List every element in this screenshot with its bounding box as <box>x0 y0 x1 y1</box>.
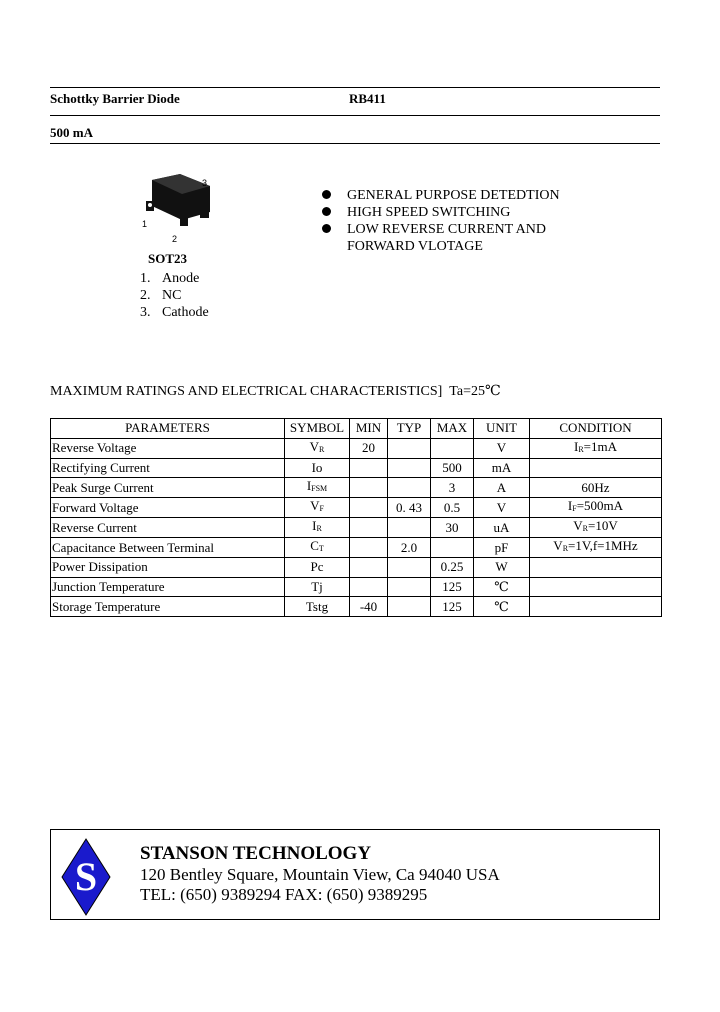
table-row <box>51 558 662 578</box>
symbol-main: Tstg <box>305 598 329 614</box>
table-row <box>51 438 662 458</box>
max-cell: 500 <box>431 458 474 478</box>
header-bottom-rule <box>50 143 660 144</box>
header-middle-rule <box>50 115 660 116</box>
pin-number: 3. <box>140 305 151 320</box>
condition-cell <box>530 458 662 478</box>
condition-subscript: R <box>562 544 569 554</box>
ratings-condition-note: Ta=25 <box>449 384 485 399</box>
feature-text: HIGH SPEED SWITCHING <box>347 205 511 220</box>
max-cell: 30 <box>431 518 474 538</box>
condition-cell <box>530 558 662 578</box>
ratings-table <box>50 418 662 617</box>
condition-cell <box>530 577 662 597</box>
typ-cell <box>388 458 431 478</box>
feature-text: LOW REVERSE CURRENT AND <box>347 222 546 237</box>
parameter-cell: Reverse Current <box>51 518 285 538</box>
company-box <box>50 829 660 920</box>
min-cell <box>350 498 388 518</box>
condition-subscript: R <box>578 444 584 454</box>
symbol-cell <box>285 498 350 518</box>
feature-text: FORWARD VLOTAGE <box>347 239 483 254</box>
min-cell <box>350 518 388 538</box>
pin-number: 1. <box>140 271 151 286</box>
ratings-title-bracket: ] <box>437 384 450 399</box>
column-header: CONDITION <box>530 419 662 439</box>
min-cell <box>350 458 388 478</box>
condition-cell <box>530 478 662 498</box>
parameter-cell: Storage Temperature <box>51 597 285 617</box>
company-address: 120 Bentley Square, Mountain View, Ca 94040 USA <box>140 865 500 884</box>
pin-item-3 <box>140 304 209 321</box>
bullet-icon <box>322 207 331 216</box>
part-number: RB411 <box>349 91 386 106</box>
parameter-cell: Capacitance Between Terminal <box>51 538 285 558</box>
max-cell <box>431 438 474 458</box>
column-header: MAX <box>431 419 474 439</box>
condition-rest: =1mA <box>583 438 618 454</box>
unit-cell: W <box>474 558 530 578</box>
symbol-cell <box>285 478 350 498</box>
table-row <box>51 597 662 617</box>
condition-cell <box>530 538 662 558</box>
parameter-cell: Peak Surge Current <box>51 478 285 498</box>
symbol-cell <box>285 558 350 578</box>
ratings-title-text: MAXIMUM RATINGS AND ELECTRICAL CHARACTERISTICS <box>50 384 438 399</box>
parameter-cell: Rectifying Current <box>51 458 285 478</box>
condition-subscript: F <box>572 504 577 514</box>
unit-cell: pF <box>474 538 530 558</box>
pin-item-1 <box>140 270 199 287</box>
logo-letter: S <box>74 854 98 899</box>
unit-cell: mA <box>474 458 530 478</box>
table-row <box>51 577 662 597</box>
condition-main: 60Hz <box>581 479 610 495</box>
symbol-subscript: R <box>319 444 325 454</box>
max-cell: 125 <box>431 577 474 597</box>
typ-cell <box>388 438 431 458</box>
table-header-row <box>51 419 662 439</box>
package-name: SOT23 <box>148 251 188 266</box>
symbol-main: V <box>310 498 320 514</box>
celsius-icon: ℃ <box>484 384 501 399</box>
company-name: STANSON TECHNOLOGY <box>140 843 372 864</box>
symbol-cell <box>285 597 350 617</box>
product-type: Schottky Barrier Diode <box>50 91 180 106</box>
bullet-icon <box>322 190 331 199</box>
symbol-subscript: R <box>316 524 322 534</box>
max-cell: 0.25 <box>431 558 474 578</box>
unit-cell: uA <box>474 518 530 538</box>
parameter-cell: Forward Voltage <box>51 498 285 518</box>
typ-cell <box>388 558 431 578</box>
symbol-cell <box>285 577 350 597</box>
min-cell: 20 <box>350 438 388 458</box>
pin-name: Anode <box>162 271 200 286</box>
max-cell: 3 <box>431 478 474 498</box>
condition-cell <box>530 498 662 518</box>
max-cell <box>431 538 474 558</box>
condition-rest: =10V <box>588 518 618 534</box>
min-cell: -40 <box>350 597 388 617</box>
parameter-cell: Junction Temperature <box>51 577 285 597</box>
condition-rest: =500mA <box>576 498 624 514</box>
typ-cell: 2.0 <box>388 538 431 558</box>
parameter-cell: Power Dissipation <box>51 558 285 578</box>
table-row <box>51 458 662 478</box>
symbol-main: I <box>306 478 312 494</box>
bullet-icon <box>322 224 331 233</box>
unit-cell: A <box>474 478 530 498</box>
condition-main: V <box>553 538 563 554</box>
symbol-cell <box>285 538 350 558</box>
symbol-cell <box>285 518 350 538</box>
symbol-main: I <box>312 518 317 534</box>
min-cell <box>350 478 388 498</box>
symbol-subscript: F <box>319 504 324 514</box>
typ-cell <box>388 577 431 597</box>
table-row <box>51 498 662 518</box>
table-row <box>51 518 662 538</box>
feature-text: GENERAL PURPOSE DETEDTION <box>347 188 560 203</box>
pin-name: Cathode <box>162 305 209 320</box>
symbol-subscript: T <box>318 544 324 554</box>
unit-cell: V <box>474 438 530 458</box>
pin-item-2 <box>140 287 181 304</box>
typ-cell <box>388 518 431 538</box>
column-header: UNIT <box>474 419 530 439</box>
condition-subscript: R <box>582 524 588 534</box>
column-header: SYMBOL <box>285 419 350 439</box>
condition-main: I <box>567 498 573 514</box>
ratings-title <box>50 383 501 400</box>
condition-main: I <box>573 438 579 454</box>
pin-number: 2. <box>140 288 151 303</box>
min-cell <box>350 538 388 558</box>
typ-cell: 0. 43 <box>388 498 431 518</box>
symbol-cell <box>285 458 350 478</box>
min-cell <box>350 577 388 597</box>
pin-3-label: 3 <box>202 178 208 188</box>
condition-rest: =1V,f=1MHz <box>568 538 638 554</box>
pin-name: NC <box>162 288 182 303</box>
symbol-main: Io <box>311 459 323 475</box>
typ-cell <box>388 597 431 617</box>
column-header: PARAMETERS <box>51 419 285 439</box>
company-phone-fax: TEL: (650) 9389294 FAX: (650) 9389295 <box>140 885 428 904</box>
sot23-package-icon <box>138 172 228 246</box>
parameter-cell: Reverse Voltage <box>51 438 285 458</box>
condition-cell <box>530 518 662 538</box>
table-row <box>51 538 662 558</box>
condition-cell <box>530 438 662 458</box>
symbol-subscript: FSM <box>311 484 328 494</box>
condition-cell <box>530 597 662 617</box>
symbol-cell <box>285 438 350 458</box>
symbol-main: Tj <box>311 579 323 595</box>
unit-cell: ℃ <box>474 577 530 597</box>
symbol-main: C <box>310 538 319 554</box>
column-header: TYP <box>388 419 431 439</box>
symbol-main: V <box>309 438 320 454</box>
stanson-logo-icon <box>61 838 111 916</box>
condition-main: V <box>573 518 583 534</box>
pin-1-label: 1 <box>142 219 148 229</box>
min-cell <box>350 558 388 578</box>
unit-cell: V <box>474 498 530 518</box>
max-cell: 0.5 <box>431 498 474 518</box>
unit-cell: ℃ <box>474 597 530 617</box>
column-header: MIN <box>350 419 388 439</box>
max-cell: 125 <box>431 597 474 617</box>
header-top-rule <box>50 87 660 88</box>
pin-2-label: 2 <box>172 234 178 244</box>
typ-cell <box>388 478 431 498</box>
current-rating: 500 mA <box>50 125 93 140</box>
symbol-main: Pc <box>310 559 324 575</box>
table-row <box>51 478 662 498</box>
